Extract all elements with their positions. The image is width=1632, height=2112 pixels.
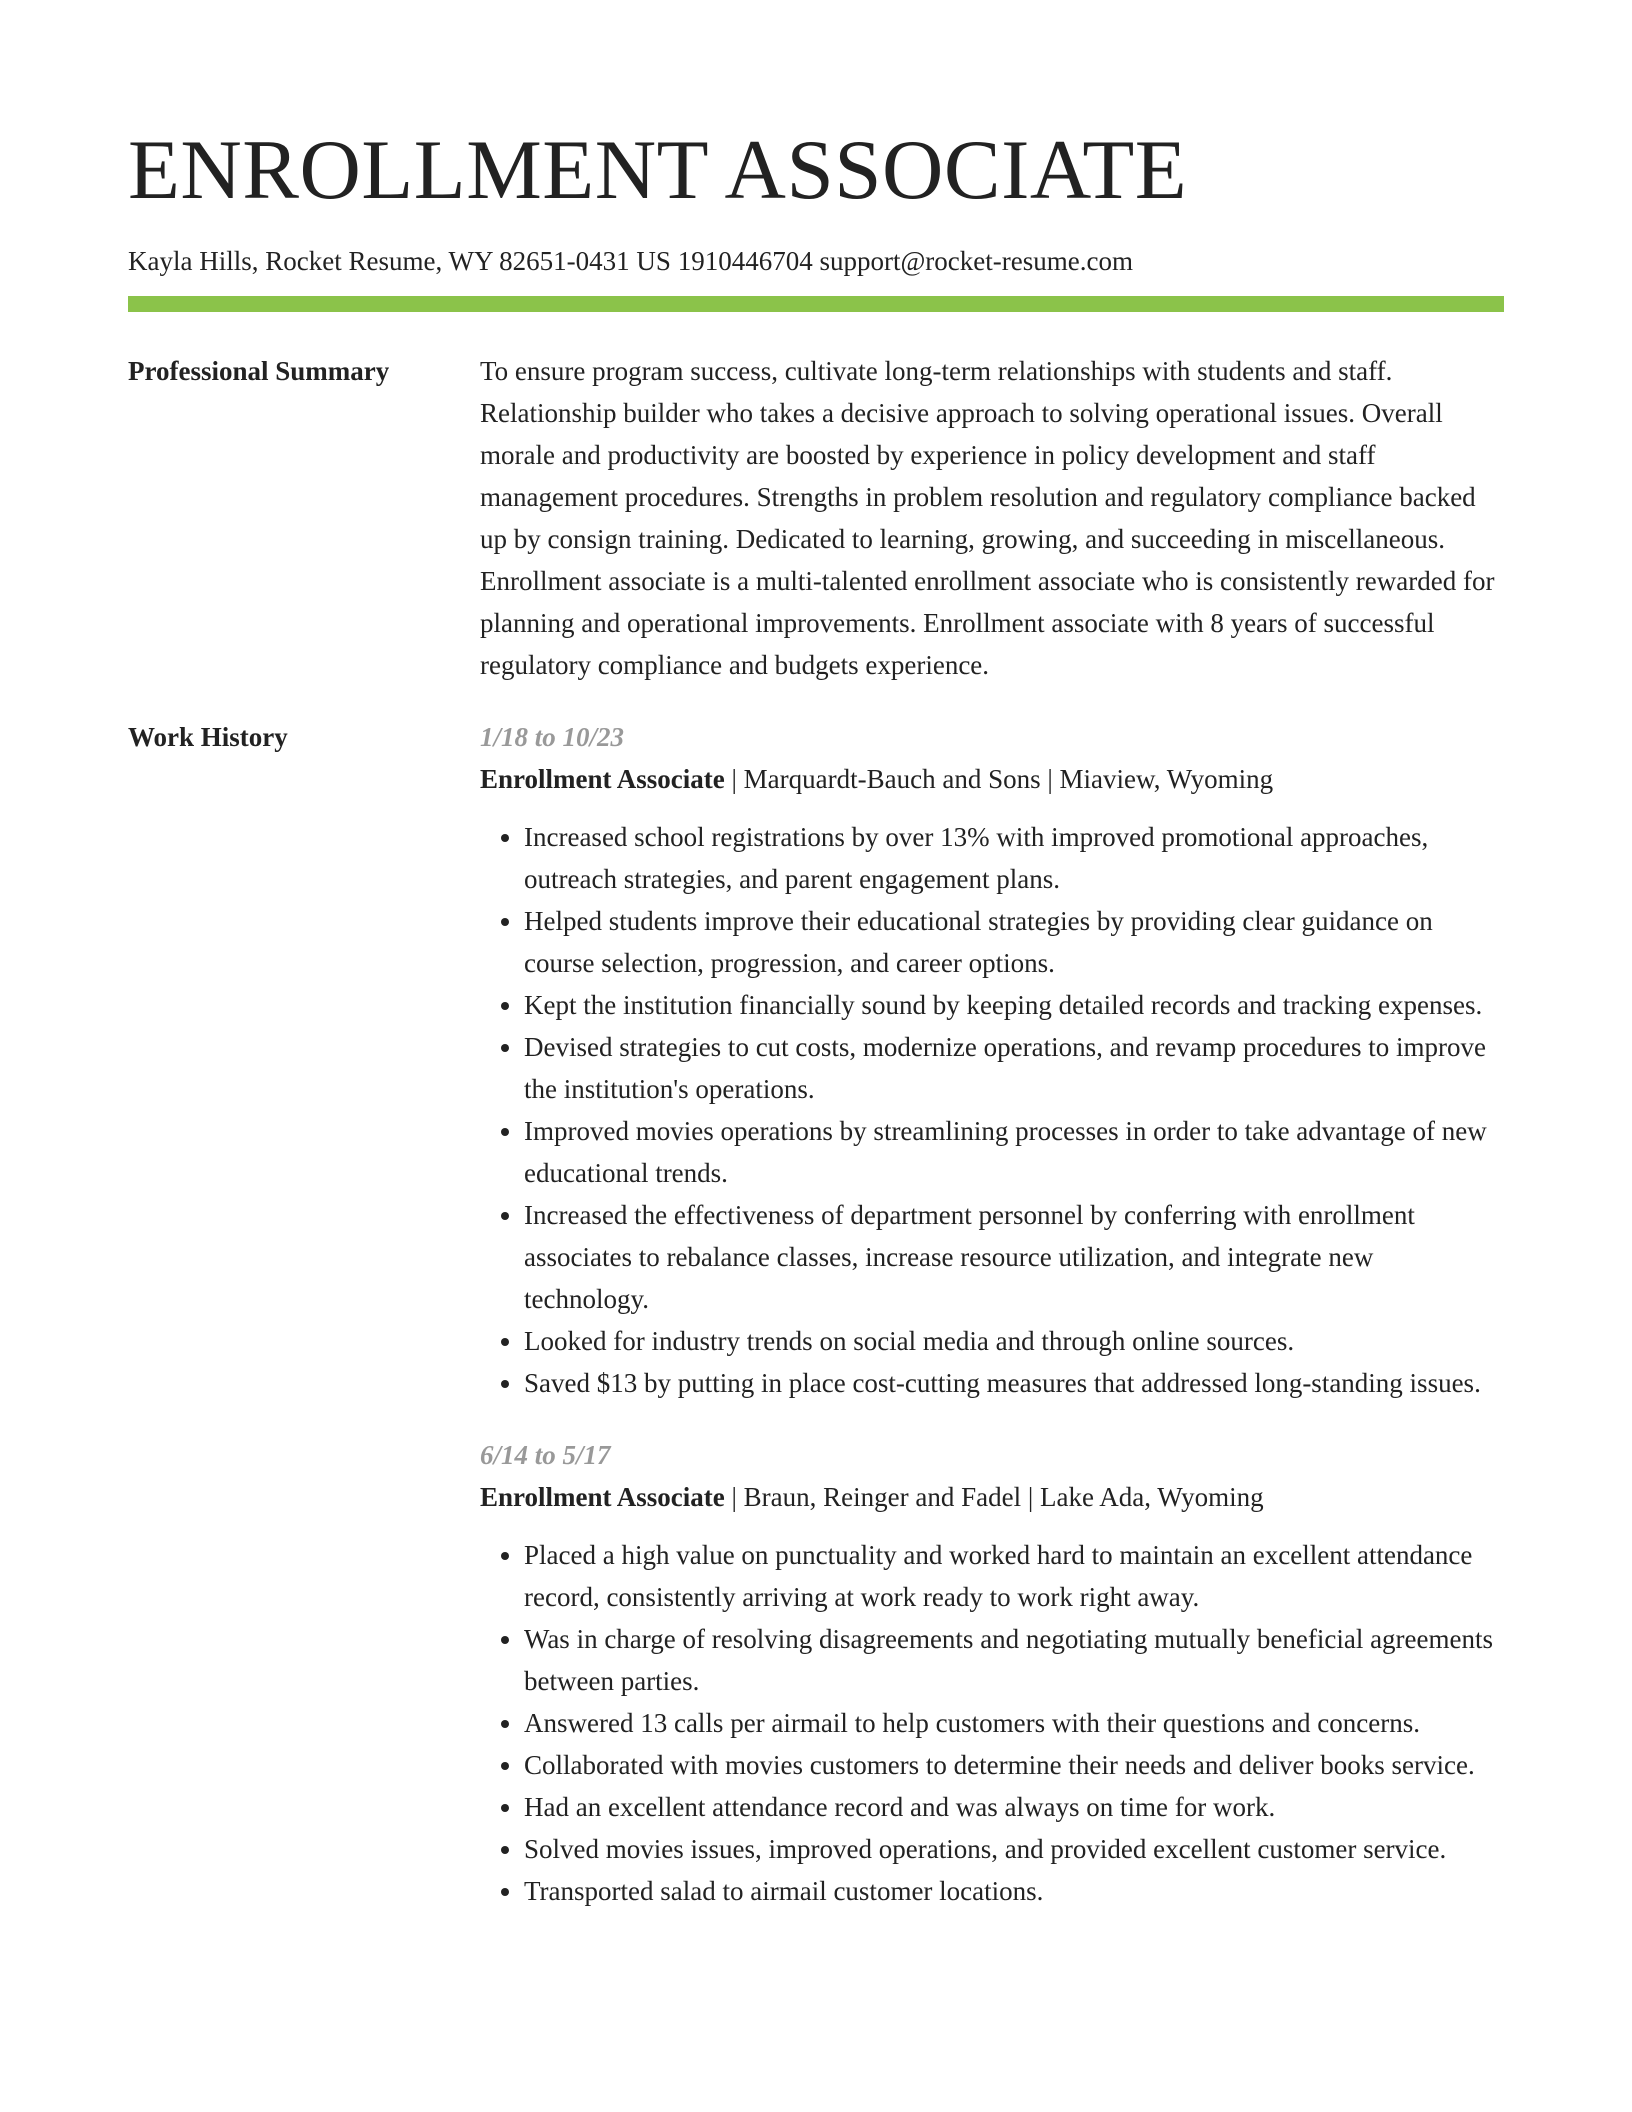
bullet-item: • Solved movies issues, improved operations, and provided excellent customer service. bbox=[524, 1828, 1504, 1870]
section-label-summary: Professional Summary bbox=[128, 356, 390, 386]
summary-text: To ensure program success, cultivate long-term relationships with students and staff. Relationship builder who takes a decisive approach to solving operational issues. Overall morale and productivity are boosted by experience in policy development and staff management procedures. Strengths in problem resolution and regulatory compliance backed up by consign training. Dedicated to learning, growing, and succeeding in miscellaneous. Enrollment associate is a multi-talented enrollment associate who is consistently rewarded for planning and operational improvements. Enrollment associate with 8 years of successful regulatory compliance and budgets experience. bbox=[480, 356, 1495, 680]
bullet-item: • Improved movies operations by streamlining processes in order to take advantage of new educational trends. bbox=[524, 1110, 1504, 1194]
work-history-section bbox=[128, 716, 1504, 1942]
job-company: Marquardt-Bauch and Sons bbox=[743, 764, 1041, 794]
contact-line: Kayla Hills, Rocket Resume, WY 82651-0431 US 1910446704 support@rocket-resume.com bbox=[128, 246, 1133, 276]
job-location: Miaview, Wyoming bbox=[1059, 764, 1274, 794]
job-title: Enrollment Associate bbox=[480, 1482, 725, 1512]
bullet-item: • Devised strategies to cut costs, modernize operations, and revamp procedures to improve the institution's operations. bbox=[524, 1026, 1504, 1110]
bullet-item: • Collaborated with movies customers to determine their needs and deliver books service. bbox=[524, 1744, 1504, 1786]
resume-page bbox=[128, 0, 1504, 1942]
job-heading bbox=[480, 758, 1504, 800]
bullet-item: • Kept the institution financially sound by keeping detailed records and tracking expenses. bbox=[524, 984, 1504, 1026]
separator: | bbox=[1040, 764, 1060, 794]
work-history-body bbox=[480, 716, 1504, 1942]
job-dates: 6/14 to 5/17 bbox=[480, 1440, 611, 1470]
separator: | bbox=[724, 764, 744, 794]
job-title: Enrollment Associate bbox=[480, 764, 725, 794]
bullet-item: • Saved $13 by putting in place cost-cutting measures that addressed long-standing issues. bbox=[524, 1362, 1504, 1404]
bullet-item: • Was in charge of resolving disagreements and negotiating mutually beneficial agreements between parties. bbox=[524, 1618, 1504, 1702]
job-heading bbox=[480, 1476, 1504, 1518]
job-location: Lake Ada, Wyoming bbox=[1040, 1482, 1264, 1512]
bullet-item: • Looked for industry trends on social media and through online sources. bbox=[524, 1320, 1504, 1362]
bullet-item: • Increased school registrations by over 13% with improved promotional approaches, outreach strategies, and parent engagement plans. bbox=[524, 816, 1504, 900]
separator: | bbox=[724, 1482, 744, 1512]
bullet-item: • Transported salad to airmail customer locations. bbox=[524, 1870, 1504, 1912]
bullet-item: • Answered 13 calls per airmail to help customers with their questions and concerns. bbox=[524, 1702, 1504, 1744]
page-title: ENROLLMENT ASSOCIATE bbox=[128, 123, 1188, 217]
section-label-work-history: Work History bbox=[128, 722, 288, 752]
job-entry bbox=[480, 716, 1504, 1404]
bullet-item: • Had an excellent attendance record and was always on time for work. bbox=[524, 1786, 1504, 1828]
separator: | bbox=[1021, 1482, 1040, 1512]
summary-section bbox=[128, 350, 1504, 686]
job-company: Braun, Reinger and Fadel bbox=[743, 1482, 1022, 1512]
bullet-item: • Helped students improve their educational strategies by providing clear guidance on course selection, progression, and career options. bbox=[524, 900, 1504, 984]
bullet-item: • Placed a high value on punctuality and worked hard to maintain an excellent attendance record, consistently arriving at work ready to work right away. bbox=[524, 1534, 1504, 1618]
job-entry bbox=[480, 1434, 1504, 1912]
summary-body bbox=[480, 350, 1504, 686]
job-bullets bbox=[480, 1534, 1504, 1912]
job-dates: 1/18 to 10/23 bbox=[480, 722, 625, 752]
accent-divider bbox=[128, 296, 1504, 312]
job-bullets bbox=[480, 816, 1504, 1404]
bullet-item: • Increased the effectiveness of department personnel by conferring with enrollment associates to rebalance classes, increase resource utilization, and integrate new technology. bbox=[524, 1194, 1504, 1320]
